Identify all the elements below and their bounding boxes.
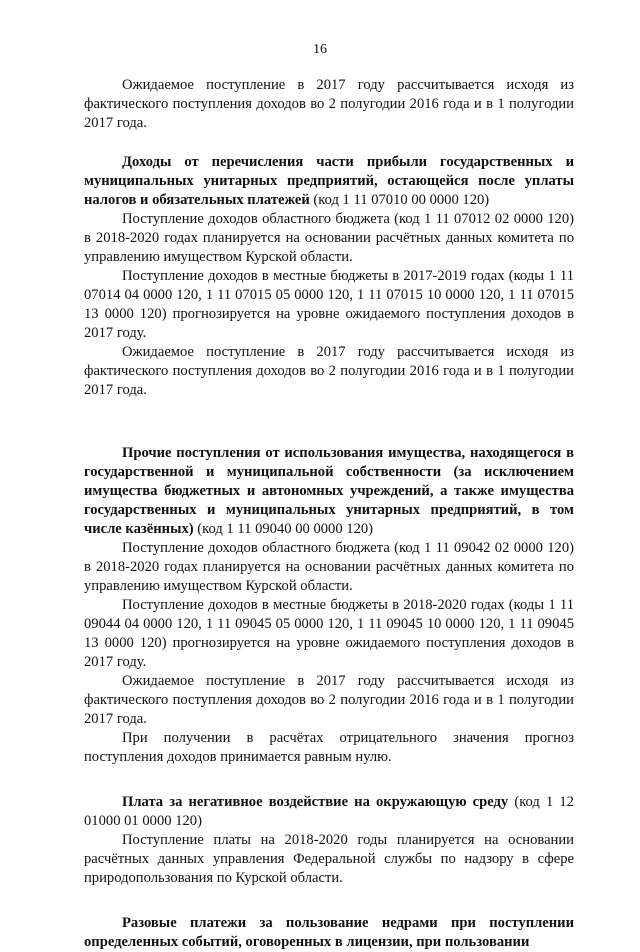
paragraph: Поступление платы на 2018-2020 годы планируется на основании расчётных данных управления Федеральной службы по надзору в сфере природопользования по Курской области.	[84, 832, 574, 886]
section-heading	[84, 444, 574, 539]
document-body	[84, 76, 574, 952]
section-heading	[84, 153, 574, 210]
page-number: 16	[313, 42, 327, 57]
heading-code: (код 1 11 07010 00 0000 120)	[309, 192, 490, 208]
paragraph: Ожидаемое поступление в 2017 году рассчитывается исходя из фактического поступления доходов во 2 полугодии 2016 года и в 1 полугодии 2017 года.	[84, 344, 574, 398]
heading-text: Доходы от перечисления части прибыли государственных и муниципальных унитарных предприятий, остающейся после уплаты налогов и обязательных платежей	[84, 154, 574, 208]
paragraph: Ожидаемое поступление в 2017 году рассчитывается исходя из фактического поступления доходов во 2 полугодии 2016 года и в 1 полугодии 2017 года.	[84, 673, 574, 727]
paragraph: Поступление доходов областного бюджета (код 1 11 09042 02 0000 120) в 2018-2020 годах планируется на основании расчётных данных комитета по управлению имуществом Курской области.	[84, 540, 574, 594]
heading-code: (код 1 12 01000 01 0000 120)	[84, 794, 574, 829]
section-heading	[84, 914, 574, 952]
paragraph: При получении в расчётах отрицательного значения прогноз поступления доходов принимается равным нулю.	[84, 730, 574, 765]
heading-text: Разовые платежи за пользование недрами при поступлении определенных событий, оговоренных в лицензии, при пользовании	[84, 915, 574, 950]
paragraph: Поступление доходов областного бюджета (код 1 11 07012 02 0000 120) в 2018-2020 годах планируется на основании расчётных данных комитета по управлению имуществом Курской области.	[84, 211, 574, 265]
heading-text: Прочие поступления от использования имущества, находящегося в государственной и муниципальной собственности (за исключением имущества бюджетных и автономных учреждений, а также имущества государственных и муниципальных унитарных предприятий, в том числе казённых)	[84, 445, 574, 537]
paragraph: Поступление доходов в местные бюджеты в 2018-2020 годах (коды 1 11 09044 04 0000 120, 1 11 09045 05 0000 120, 1 11 09045 10 0000 120, 1 11 09045 13 0000 120) прогнозируется на уровне ожидаемого поступления доходов в 2017 году.	[84, 597, 574, 670]
heading-code: (код 1 11 09040 00 0000 120)	[193, 521, 374, 537]
paragraph: Поступление доходов в местные бюджеты в 2017-2019 годах (коды 1 11 07014 04 0000 120, 1 11 07015 05 0000 120, 1 11 07015 10 0000 120, 1 11 07015 13 0000 120) прогнозируется на уровне ожидаемого поступления доходов в 2017 году.	[84, 268, 574, 341]
section-heading	[84, 793, 574, 831]
heading-text: Плата за негативное воздействие на окружающую среду	[122, 794, 509, 810]
paragraph: Ожидаемое поступление в 2017 году рассчитывается исходя из фактического поступления доходов во 2 полугодии 2016 года и в 1 полугодии 2017 года.	[84, 77, 574, 131]
